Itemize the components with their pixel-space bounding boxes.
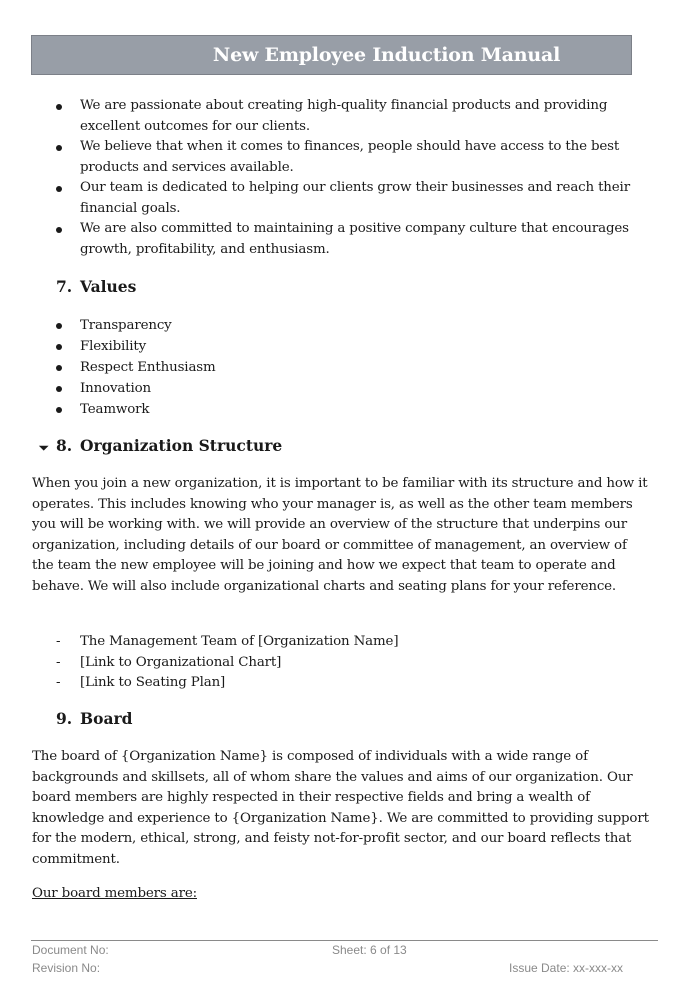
list-item: We are also committed to maintaining a positive company culture that encourages growth, profitability, and enthusiasm. xyxy=(0,219,676,260)
collapse-triangle-icon[interactable]: ◢ xyxy=(37,440,50,452)
issue-date: Issue Date: xx-xxx-xx xyxy=(509,961,624,975)
section-heading-values: 7. Values xyxy=(56,277,137,296)
list-item: Our team is dedicated to helping our clients grow their businesses and reach their financial goals. xyxy=(0,178,676,219)
board-paragraph: The board of {Organization Name} is composed of individuals with a wide range of backgrounds and skillsets, all of whom share the values and aims of our organization. Our board members are highly respected in their respective fields and bring a wealth of knowledge and experience to {Organization Name}. We are committed to providing support for the modern, ethical, strong, and feisty not-for-profit sector, and our board reflects that commitment. xyxy=(32,749,649,867)
document-title: New Employee Induction Manual xyxy=(212,44,561,66)
bullet-icon xyxy=(56,365,62,371)
bullet-icon xyxy=(56,104,62,110)
list-item: Teamwork xyxy=(0,399,676,420)
values-list xyxy=(0,315,676,420)
header-banner xyxy=(31,35,632,75)
section-heading-organization-structure: 8. Organization Structure xyxy=(56,436,283,455)
document-number-label: Document No: xyxy=(32,943,109,957)
revision-number-label: Revision No: xyxy=(32,961,101,975)
dash-icon: - xyxy=(56,634,61,649)
list-item: Transparency xyxy=(0,315,676,336)
sheet-number: Sheet: 6 of 13 xyxy=(332,943,407,957)
intro-bullet-list xyxy=(0,96,676,260)
bullet-icon xyxy=(56,145,62,151)
bullet-icon xyxy=(56,344,62,350)
organization-structure-paragraph: When you join a new organization, it is important to be familiar with its structure and how it operates. This includes knowing who your manager is, as well as the other team members you will be working with. we will provide an overview of the structure that underpins our organization, including details of our board or committee of management, an overview of the team the new employee will be joining and how we expect that team to operate and behave. We will also include organizational charts and seating plans for your reference. xyxy=(32,476,648,594)
bullet-icon xyxy=(56,186,62,192)
bullet-icon xyxy=(56,323,62,329)
org-chart-link[interactable]: [Link to Organizational Chart] xyxy=(80,654,282,670)
bullet-icon xyxy=(56,407,62,413)
list-item[interactable] xyxy=(0,653,676,674)
dash-icon: - xyxy=(56,675,61,690)
dash-icon: - xyxy=(56,654,61,670)
list-item: Flexibility xyxy=(0,336,676,357)
list-item: We believe that when it comes to finances, people should have access to the best products and services available. xyxy=(0,137,676,178)
list-item: We are passionate about creating high-quality financial products and providing excellent outcomes for our clients. xyxy=(0,96,676,137)
board-members-subheading: Our board members are: xyxy=(32,886,197,901)
list-item: - The Management Team of [Organization Name] xyxy=(0,632,676,653)
bullet-icon xyxy=(56,227,62,233)
seating-plan-link[interactable]: [Link to Seating Plan] xyxy=(80,675,226,690)
footer-divider xyxy=(31,940,658,941)
list-item: Respect Enthusiasm xyxy=(0,357,676,378)
organization-links-list xyxy=(0,632,676,694)
list-item[interactable] xyxy=(0,673,676,694)
section-heading-board: 9. Board xyxy=(56,709,133,728)
bullet-icon xyxy=(56,386,62,392)
list-item: Innovation xyxy=(0,378,676,399)
